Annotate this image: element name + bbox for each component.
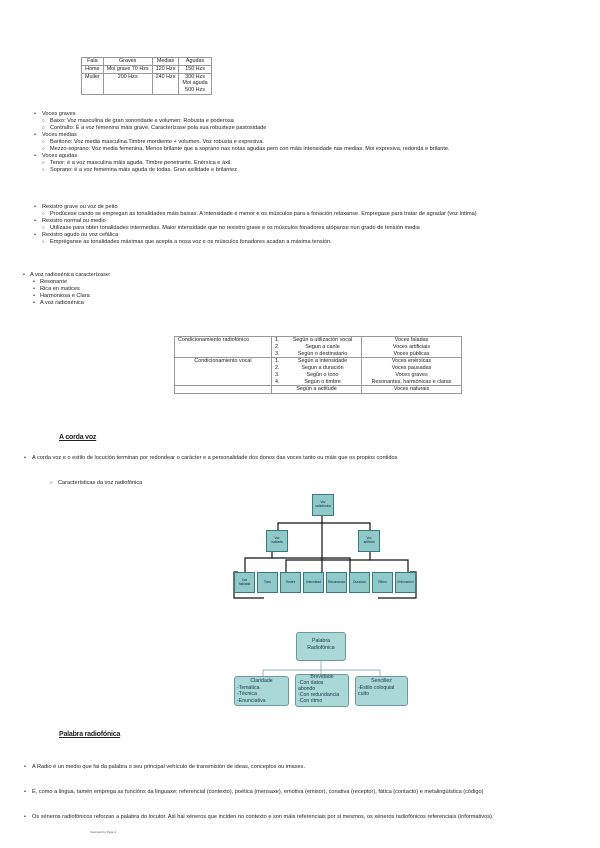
table-header: Fala <box>82 58 104 66</box>
list-item: • Rexistro normal ou medio <box>32 218 597 225</box>
table-cell: Home <box>82 65 104 73</box>
table-row <box>175 337 462 358</box>
row-value: Voces artificiais <box>392 343 431 350</box>
paragraph: • A corda voz e o estilo de locución terminan por redondear o carácter e a personalidade dos donos das voces tanto ou máis que os propios contidos <box>22 455 592 462</box>
row-label: Segùn o destinatario <box>297 350 348 357</box>
row-value: Voces graves <box>395 371 428 378</box>
node-item: -Con redundancia <box>298 691 340 698</box>
list-item: • Voces medias <box>32 132 592 139</box>
list-item: ○ Mezzo-soprano: Voz media femenina. Menos brilante que a soprano nas notas agudas pero con máis intensidade nas medias. Moi expresiva, redonda e brilante. <box>32 146 592 153</box>
table-cell: 200 Hzs <box>103 73 152 94</box>
cell-line: 500 Hzs <box>185 87 205 93</box>
table-cell: 240 Hzs <box>152 73 179 94</box>
row-value: Voces pausadas <box>391 365 432 371</box>
row-number: 2. <box>275 365 280 371</box>
diagram-leaf: Intensidad <box>303 572 324 593</box>
list-item: ○ Contralto: É a voz femenina máis grave. Caracterízase pola sua robusteze pastosidade <box>32 125 592 132</box>
diagram-leaf: Voz hablada <box>234 572 255 593</box>
list-item: ○ Utilízase para obter tonalidades intermedias. Maior intensidade que no rexistro grave e os músculos fonadores atópanse nun grado de tensión media <box>32 225 597 232</box>
voice-types-list <box>32 111 592 174</box>
row-label: Según a utilización vocal <box>292 337 353 343</box>
row-number: 4. <box>275 378 280 385</box>
diagram-leaf: Timbre <box>280 572 301 593</box>
section-heading: A corda voz <box>59 434 97 441</box>
list-item: ○ Soprano: é a voz femenina máis aguda de todas. Gran axilidade e brilantez <box>32 167 592 174</box>
list-item: • Rexistro agudo ou voz cefálica <box>32 232 597 239</box>
table-cell <box>362 358 462 386</box>
table-cell <box>175 386 272 394</box>
table-cell: 120 Hzs <box>152 65 179 73</box>
row-label: Según a intensidade <box>297 358 348 365</box>
row-label: Segun a duración <box>301 365 344 371</box>
table-row <box>175 386 462 394</box>
row-value: Voces públicas <box>393 350 430 357</box>
diagram-leaf: Entonacion <box>395 572 416 593</box>
section-heading: Palabra radiofónica <box>59 731 121 738</box>
list-item: • Harmoniosa e Clara <box>32 293 322 300</box>
radio-voice-list <box>22 272 322 307</box>
list-item: • Resonante <box>32 279 322 286</box>
node-item: abondo <box>298 685 316 692</box>
paragraph: • É, como a lingua, tamén emprega as funcións da linguaxe: referencial (contexto), poética (mensaxe), emotiva (emisor), conativa (receptor), fática (contacto) e metalingüística (código) <box>22 789 600 796</box>
node-item: -Enunciativa <box>237 697 266 704</box>
table-row <box>175 358 462 386</box>
node-text: Palabra Radiofónica <box>307 638 335 651</box>
table-cell: Moi grave 70 Hzs <box>103 65 152 73</box>
paragraph: • Os xéneros radiofónicos reforzan a palabra do locutor. Asi hai xéneros que inciden no contexto e son máis referenciais por si mesmos, os xéneros radiofónicos referenciais (informativos). <box>22 814 572 821</box>
table-cell <box>272 337 362 358</box>
word-diagram <box>228 628 413 708</box>
diagram-leaf: Ritmo <box>372 572 393 593</box>
node-item: -Estilo coloquial <box>358 684 395 691</box>
table-cell: 150 Hzs <box>179 65 211 73</box>
node-item: -Temática <box>237 684 260 691</box>
list-item: • A voz radioxénica caracterízase: <box>22 272 322 279</box>
list-item: • A voz radioxénica <box>32 300 322 307</box>
table-cell <box>362 337 462 358</box>
table-header: Graves <box>103 58 152 66</box>
table-row <box>82 65 212 73</box>
table-cell: Muller <box>82 73 104 94</box>
diagram-root-node: Voz radiofonica <box>312 494 334 516</box>
table-cell: Condicionamiento vocal <box>175 358 272 386</box>
voice-frequency-table <box>81 57 212 95</box>
row-label: Segùn o timbre <box>304 378 341 385</box>
diagram-leaf: Duracion <box>349 572 370 593</box>
table-cell: Segùn a actitude <box>272 386 362 394</box>
conditioning-table <box>174 336 462 394</box>
registers-list <box>32 204 597 246</box>
list-item: ○ Empréganse as tonalidades máximas que acepta a nosa voz e os músculos fonadores acadan a máxima tensión. <box>32 239 597 246</box>
diagram-node <box>295 674 349 707</box>
cell-line: Moi aguda <box>182 80 208 87</box>
row-value: Voces faladas <box>394 337 429 343</box>
table-cell: Condicionamiento radiofónico <box>175 337 272 358</box>
list-item: ○ Baritono: Voz media masculina.Timbre mordiente + volumen. Voz robusta e expresiva. <box>32 139 592 146</box>
list-item: • Voces agudas <box>32 153 592 160</box>
row-number: 3. <box>275 350 280 357</box>
diagram-leaf: Tono <box>257 572 278 593</box>
row-number: 1. <box>275 358 280 365</box>
table-header-row <box>82 58 212 66</box>
voice-tree-diagram <box>230 490 420 600</box>
row-label: Segun a canle <box>305 343 340 350</box>
row-number: 3. <box>275 371 280 378</box>
table-header: Agudas <box>179 58 211 66</box>
diagram-root-node <box>296 632 346 661</box>
list-item: ○ Tenor: é a voz masculina máis aguda. Timbre penetrante. Enérxica e áxil. <box>32 160 592 167</box>
list-item: ○ Baixo: Voz masculina de gran sonoridade e volumen: Robusta e poderosa <box>32 118 592 125</box>
node-item: culto <box>358 691 369 697</box>
table-header: Medias <box>152 58 179 66</box>
list-item: • Voces graves <box>32 111 592 118</box>
row-label: Segùn o tono <box>306 371 339 378</box>
node-title: Claridade <box>250 678 273 684</box>
node-item: -Con datos <box>298 679 324 686</box>
cell-line: 300 Hzs <box>185 73 205 80</box>
diagram-node <box>355 676 408 706</box>
paragraph: • A Radio é un medio que fai da palabra o seu principal vehículo de transmisión de ideas, conceptos ou imaxes. <box>22 764 597 771</box>
diagram-node <box>234 676 289 706</box>
row-value: Resonantes, harmónicas e claras <box>371 378 452 385</box>
list-item: • Rexistro grave ou voz de peito <box>32 204 597 211</box>
node-item: -Con ritmo <box>298 697 323 704</box>
diagram-node: Voz artificial <box>358 530 380 552</box>
diagram-leaf: Resonancia <box>326 572 347 593</box>
row-number: 1. <box>275 337 280 343</box>
table-row <box>82 73 212 94</box>
list-item: ○ Prodúcese cando se empregan as tonalidades máis baixas. A intensidade é menor e os músculos para a fonación relaxanse. Empregase para tratar de agradar (voz íntima) <box>32 211 597 218</box>
node-item: -Técnica <box>237 691 257 697</box>
page-footer: Scanned by Page 1 <box>90 830 117 834</box>
list-item: ○ Características da voz radiofónica <box>40 480 358 487</box>
row-value: Voces enérxicas <box>391 358 432 365</box>
node-title: Brevidade <box>310 674 334 680</box>
table-cell <box>179 73 211 94</box>
diagram-node: Voz hablada <box>266 530 288 552</box>
list-item: • Rica en matices <box>32 286 322 293</box>
table-cell: Voces naturais <box>362 386 462 394</box>
row-number: 2. <box>275 343 280 350</box>
node-title: Sencillez <box>371 678 392 684</box>
table-cell <box>272 358 362 386</box>
